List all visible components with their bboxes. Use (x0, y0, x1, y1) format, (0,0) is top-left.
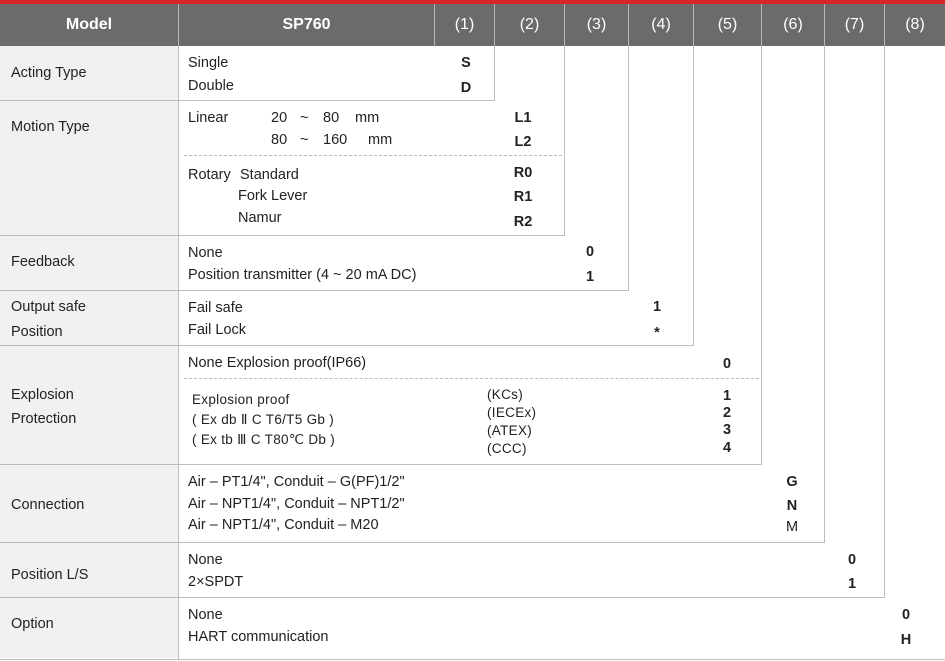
grid-line (761, 46, 762, 465)
linear-l2-min: 80 (271, 132, 288, 148)
cert-iecex: (IECEx) (487, 405, 537, 420)
code-l2: L2 (514, 134, 532, 150)
code-d: D (460, 80, 472, 96)
header-col-2: (2) (495, 4, 564, 46)
option-double: Double (188, 78, 234, 94)
dashed-divider (184, 378, 759, 379)
header-col-7: (7) (825, 4, 884, 46)
option-fail-safe: Fail safe (188, 300, 243, 316)
header-col-8: (8) (885, 4, 945, 46)
code-ls-1: 1 (847, 576, 857, 592)
row-label-position-ls: Position L/S (11, 567, 89, 583)
code-explosion-0: 0 (722, 356, 732, 372)
option-fail-lock: Fail Lock (188, 322, 247, 338)
linear-l2-max: 160 (323, 132, 348, 148)
grid-line (0, 100, 495, 101)
code-s: S (461, 55, 471, 71)
option-feedback-none: None (188, 245, 223, 261)
cert-atex: (ATEX) (487, 423, 533, 438)
grid-line (0, 659, 945, 660)
option-conn-m: Air – NPT1/4", Conduit – M20 (188, 517, 379, 533)
option-position-transmitter: Position transmitter (4 ~ 20 mA DC) (188, 267, 417, 283)
grid-line (0, 542, 825, 543)
option-linear: Linear (188, 110, 229, 126)
cert-ccc: (CCC) (487, 441, 527, 456)
option-conn-n: Air – NPT1/4", Conduit – NPT1/2" (188, 496, 405, 512)
code-fail-safe: 1 (652, 299, 662, 315)
option-ls-none: None (188, 552, 223, 568)
code-explosion-4: 4 (722, 440, 732, 456)
grid-line (0, 345, 694, 346)
code-fail-lock: * (654, 325, 660, 341)
code-conn-g: G (786, 474, 798, 490)
header-divider (693, 4, 694, 46)
option-none: None (188, 607, 223, 623)
explosion-proof-title: Explosion proof (192, 392, 290, 407)
grid-line (824, 46, 825, 543)
code-l1: L1 (514, 110, 532, 126)
grid-line (628, 46, 629, 291)
linear-l1-tilde: ~ (300, 110, 309, 126)
option-explosion-none: None Explosion proof(IP66) (188, 355, 367, 371)
cert-kcs: (KCs) (487, 387, 523, 402)
row-label-position: Position (11, 324, 63, 340)
header-col-4: (4) (629, 4, 693, 46)
code-option-h: H (900, 632, 912, 648)
option-single: Single (188, 55, 229, 71)
rotary-fork-lever: Fork Lever (238, 188, 308, 204)
code-feedback-0: 0 (585, 244, 595, 260)
header-model: Model (0, 4, 178, 46)
option-rotary: Rotary (188, 167, 231, 183)
header-divider (884, 4, 885, 46)
header-col-6: (6) (762, 4, 824, 46)
grid-line (178, 46, 179, 660)
linear-l2-tilde: ~ (300, 132, 309, 148)
grid-line (884, 46, 885, 598)
code-explosion-1: 1 (722, 388, 732, 404)
grid-line (0, 464, 762, 465)
header-divider (761, 4, 762, 46)
code-r1: R1 (513, 189, 533, 205)
code-r2: R2 (513, 214, 533, 230)
row-label-explosion: Explosion (11, 387, 74, 403)
row-label-option: Option (11, 616, 54, 632)
code-ls-0: 0 (847, 552, 857, 568)
header-divider (564, 4, 565, 46)
code-feedback-1: 1 (585, 269, 595, 285)
grid-line (0, 290, 629, 291)
row-label-output-safe: Output safe (11, 299, 86, 315)
header-divider (628, 4, 629, 46)
row-label-motion-type: Motion Type (11, 119, 90, 135)
code-explosion-3: 3 (722, 422, 732, 438)
grid-line (564, 46, 565, 236)
header-divider (178, 4, 179, 46)
code-conn-n: N (786, 498, 798, 514)
linear-l2-unit: mm (368, 132, 393, 148)
explosion-spec-db: ( Ex db Ⅱ C T6/T5 Gb ) (192, 412, 335, 427)
rotary-standard: Standard (240, 167, 299, 183)
dashed-divider (184, 155, 562, 156)
grid-line (494, 46, 495, 101)
code-explosion-2: 2 (722, 405, 732, 421)
header-col-5: (5) (694, 4, 761, 46)
row-label-feedback: Feedback (11, 254, 75, 270)
option-conn-g: Air – PT1/4", Conduit – G(PF)1/2" (188, 474, 405, 490)
grid-line (0, 597, 885, 598)
header-col-3: (3) (565, 4, 628, 46)
row-label-connection: Connection (11, 497, 85, 513)
code-option-0: 0 (901, 607, 911, 623)
row-label-acting-type: Acting Type (11, 65, 87, 81)
grid-line (0, 235, 565, 236)
option-hart: HART communication (188, 629, 329, 645)
header-divider (434, 4, 435, 46)
linear-l1-min: 20 (271, 110, 288, 126)
header-sp760: SP760 (179, 4, 434, 46)
header-divider (494, 4, 495, 46)
row-label-protection: Protection (11, 411, 77, 427)
code-r0: R0 (513, 165, 533, 181)
linear-l1-unit: mm (355, 110, 380, 126)
grid-line (693, 46, 694, 346)
linear-l1-max: 80 (323, 110, 340, 126)
option-ls-spdt: 2×SPDT (188, 574, 244, 590)
header-col-1: (1) (435, 4, 494, 46)
rotary-namur: Namur (238, 210, 282, 226)
header-divider (824, 4, 825, 46)
code-conn-m: M (785, 519, 799, 535)
explosion-spec-tb: ( Ex tb Ⅲ C T80℃ Db ) (192, 432, 336, 447)
